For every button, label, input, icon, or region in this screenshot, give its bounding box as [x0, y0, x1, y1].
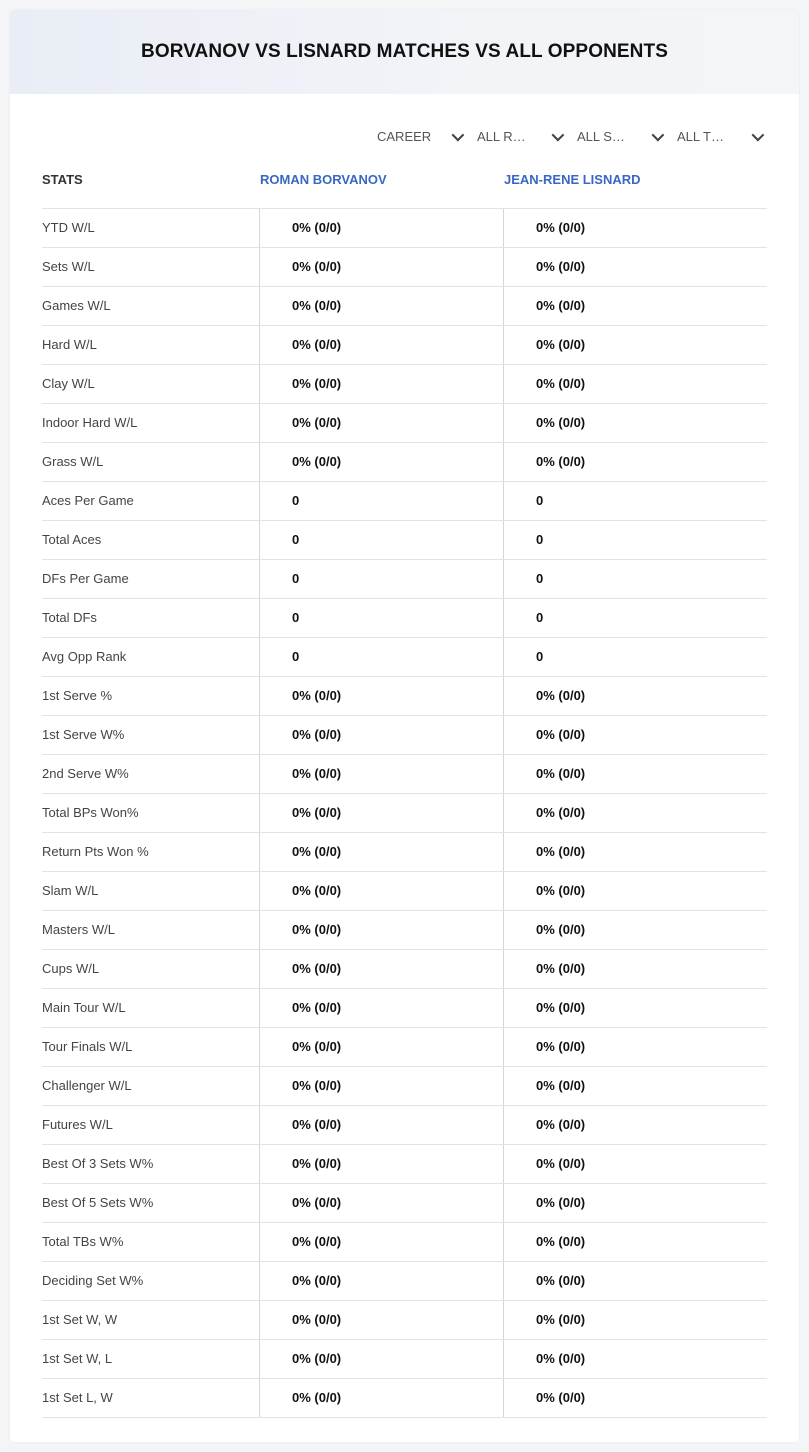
player2-value: 0% (0/0) [503, 1223, 767, 1261]
player2-value: 0% (0/0) [503, 326, 767, 364]
stat-label: Sets W/L [42, 259, 95, 274]
stat-label: Deciding Set W% [42, 1273, 144, 1288]
stat-label: 1st Set L, W [42, 1390, 113, 1405]
table-row [42, 989, 767, 1028]
chevron-down-icon [552, 128, 565, 141]
player2-value: 0% (0/0) [503, 1301, 767, 1339]
stat-label: Masters W/L [42, 922, 115, 937]
filter-period-select[interactable] [367, 122, 467, 150]
player2-value: 0 [503, 482, 767, 520]
filter-round-label: ALL R… [477, 128, 526, 144]
player2-value: 0% (0/0) [503, 209, 767, 247]
player1-value: 0% (0/0) [259, 1067, 503, 1105]
filter-tournament-label: ALL T… [677, 128, 724, 144]
player2-value: 0% (0/0) [503, 404, 767, 442]
chevron-down-icon [452, 128, 465, 141]
table-row [42, 677, 767, 716]
stat-label: Challenger W/L [42, 1078, 132, 1093]
table-row [42, 209, 767, 248]
player2-value: 0% (0/0) [503, 1379, 767, 1417]
stat-label: 2nd Serve W% [42, 766, 129, 781]
card-header [10, 10, 799, 94]
stat-label: Total DFs [42, 610, 97, 625]
stat-label: Total Aces [42, 532, 102, 547]
stat-label: Best Of 5 Sets W% [42, 1195, 154, 1210]
player2-value: 0% (0/0) [503, 1106, 767, 1144]
player1-value: 0% (0/0) [259, 1106, 503, 1144]
player2-value: 0% (0/0) [503, 755, 767, 793]
player1-value: 0% (0/0) [259, 911, 503, 949]
player1-value: 0 [259, 482, 503, 520]
player2-value: 0 [503, 599, 767, 637]
table-row [42, 1145, 767, 1184]
player2-value: 0% (0/0) [503, 794, 767, 832]
player2-value: 0% (0/0) [503, 1067, 767, 1105]
player1-value: 0% (0/0) [259, 794, 503, 832]
player1-value: 0% (0/0) [259, 1028, 503, 1066]
player2-value: 0% (0/0) [503, 833, 767, 871]
player2-value: 0% (0/0) [503, 716, 767, 754]
stat-label: Total TBs W% [42, 1234, 124, 1249]
stat-label: Futures W/L [42, 1117, 113, 1132]
filter-period-label: CAREER [377, 128, 432, 144]
player1-value: 0% (0/0) [259, 1340, 503, 1378]
player1-value: 0% (0/0) [259, 1262, 503, 1300]
player2-value: 0% (0/0) [503, 1340, 767, 1378]
table-row [42, 482, 767, 521]
filter-surface-select[interactable] [567, 122, 667, 150]
stat-label: Avg Opp Rank [42, 649, 127, 664]
player2-value: 0 [503, 638, 767, 676]
player1-value: 0% (0/0) [259, 1301, 503, 1339]
player1-value: 0% (0/0) [259, 443, 503, 481]
table-row [42, 521, 767, 560]
stat-label: Clay W/L [42, 376, 95, 391]
stat-label: 1st Serve W% [42, 727, 125, 742]
stat-label: YTD W/L [42, 220, 95, 235]
table-row [42, 404, 767, 443]
player2-value: 0% (0/0) [503, 1184, 767, 1222]
stat-label: Tour Finals W/L [42, 1039, 133, 1054]
stat-label: Main Tour W/L [42, 1000, 126, 1015]
player1-value: 0% (0/0) [259, 1379, 503, 1417]
stat-label: Total BPs Won% [42, 805, 139, 820]
column-header-stats: STATS [42, 172, 83, 187]
player1-value: 0% (0/0) [259, 872, 503, 910]
player2-value: 0% (0/0) [503, 911, 767, 949]
player1-value: 0% (0/0) [259, 209, 503, 247]
player1-value: 0% (0/0) [259, 950, 503, 988]
player2-value: 0% (0/0) [503, 1262, 767, 1300]
stat-label: Best Of 3 Sets W% [42, 1156, 154, 1171]
stats-table-body [42, 209, 767, 1418]
player2-value: 0% (0/0) [503, 677, 767, 715]
table-row [42, 443, 767, 482]
table-row [42, 287, 767, 326]
filter-surface-label: ALL S… [577, 128, 625, 144]
table-row [42, 950, 767, 989]
table-row [42, 872, 767, 911]
table-row [42, 1184, 767, 1223]
column-header-player2-link[interactable]: JEAN-RENE LISNARD [504, 172, 641, 187]
table-row [42, 755, 767, 794]
stat-label: Cups W/L [42, 961, 100, 976]
stat-label: 1st Set W, L [42, 1351, 113, 1366]
stat-label: 1st Serve % [42, 688, 113, 703]
table-row [42, 1223, 767, 1262]
column-header-player1-link[interactable]: ROMAN BORVANOV [260, 172, 387, 187]
player1-value: 0 [259, 560, 503, 598]
player1-value: 0% (0/0) [259, 716, 503, 754]
table-row [42, 833, 767, 872]
player2-value: 0% (0/0) [503, 1145, 767, 1183]
table-row [42, 716, 767, 755]
stats-card [10, 10, 799, 1442]
filter-tournament-select[interactable] [667, 122, 767, 150]
player2-value: 0% (0/0) [503, 1028, 767, 1066]
player2-value: 0% (0/0) [503, 443, 767, 481]
player1-value: 0 [259, 599, 503, 637]
player1-value: 0% (0/0) [259, 1223, 503, 1261]
player2-value: 0% (0/0) [503, 989, 767, 1027]
player1-value: 0% (0/0) [259, 326, 503, 364]
table-row [42, 560, 767, 599]
table-row [42, 599, 767, 638]
player1-value: 0% (0/0) [259, 833, 503, 871]
table-row [42, 1301, 767, 1340]
player1-value: 0 [259, 638, 503, 676]
table-row [42, 248, 767, 287]
player2-value: 0% (0/0) [503, 248, 767, 286]
player2-value: 0% (0/0) [503, 872, 767, 910]
player2-value: 0% (0/0) [503, 365, 767, 403]
stat-label: Indoor Hard W/L [42, 415, 138, 430]
player1-value: 0% (0/0) [259, 287, 503, 325]
stat-label: DFs Per Game [42, 571, 129, 586]
table-row [42, 1262, 767, 1301]
filter-round-select[interactable] [467, 122, 567, 150]
chevron-down-icon [752, 128, 765, 141]
chevron-down-icon [652, 128, 665, 141]
filter-bar [367, 122, 767, 150]
table-row [42, 794, 767, 833]
player2-value: 0 [503, 521, 767, 559]
table-row [42, 638, 767, 677]
stat-label: Aces Per Game [42, 493, 134, 508]
player1-value: 0% (0/0) [259, 248, 503, 286]
player1-value: 0% (0/0) [259, 989, 503, 1027]
table-row [42, 1106, 767, 1145]
player1-value: 0% (0/0) [259, 1145, 503, 1183]
player1-value: 0 [259, 521, 503, 559]
stat-label: Hard W/L [42, 337, 97, 352]
player1-value: 0% (0/0) [259, 677, 503, 715]
table-row [42, 1340, 767, 1379]
player1-value: 0% (0/0) [259, 404, 503, 442]
table-row [42, 326, 767, 365]
page-title: BORVANOV VS LISNARD MATCHES VS ALL OPPONENTS [141, 41, 668, 62]
player1-value: 0% (0/0) [259, 1184, 503, 1222]
table-header [42, 170, 767, 209]
stat-label: 1st Set W, W [42, 1312, 118, 1327]
table-row [42, 1067, 767, 1106]
player2-value: 0% (0/0) [503, 950, 767, 988]
stat-label: Games W/L [42, 298, 111, 313]
player2-value: 0 [503, 560, 767, 598]
table-row [42, 365, 767, 404]
player1-value: 0% (0/0) [259, 365, 503, 403]
player2-value: 0% (0/0) [503, 287, 767, 325]
stat-label: Slam W/L [42, 883, 99, 898]
table-row [42, 911, 767, 950]
stat-label: Grass W/L [42, 454, 104, 469]
player1-value: 0% (0/0) [259, 755, 503, 793]
table-row [42, 1379, 767, 1418]
table-row [42, 1028, 767, 1067]
stat-label: Return Pts Won % [42, 844, 149, 859]
